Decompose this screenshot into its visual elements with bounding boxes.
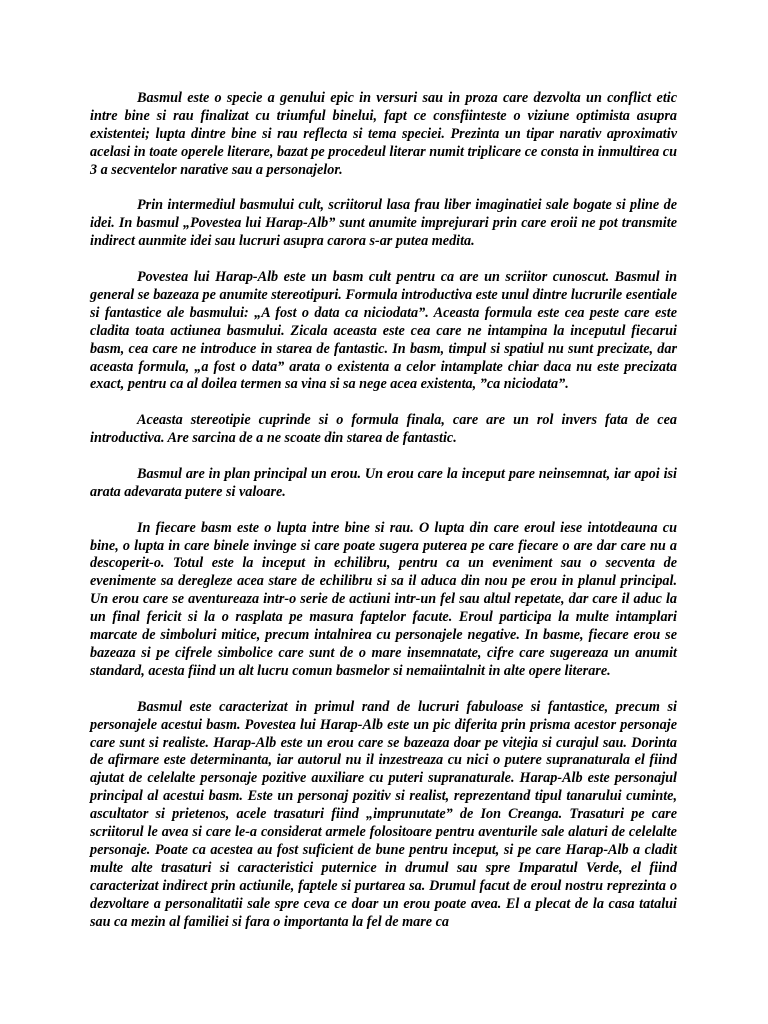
paragraph-lupta-bine-rau: In fiecare basm este o lupta intre bine si rau. O lupta din care eroul iese intotdeauna cu bine, o lupta in care binele invinge si care poate sugera puterea pe care fiecare o are dar care nu a descoperit-o. Totul este la inceput in echilibru, pentru ca un eveniment sau o secventa de evenimente sa deregleze acea stare de echilibru si sa il aduca din nou pe erou in planul principal. Un erou care se aventureaza intr-o serie de actiuni intr-un fel sau altul repetate, dar care il aduc la un final fericit si la o rasplata pe masura faptelor facute. Eroul participa la multe intamplari marcate de simboluri mitice, precum intalnirea cu personajele negative. In basme, fiecare erou se bazeaza si pe cifrele simbolice care sunt de o mare insemnatate, cifre care sugereaza un anumit standard, acesta fiind un alt lucru comun basmelor si nemaiintalnit in alte opere literare. xyxy=(90,519,677,679)
paragraph-formula-introductiva: Povestea lui Harap-Alb este un basm cult pentru ca are un scriitor cunoscut. Basmul in general se bazeaza pe anumite stereotipuri. Formula introductiva este unul dintre lucrurile esentiale si fantastice ale basmului: „A fost o data ca niciodata”. Aceasta formula este cea peste care este cladita toata actiunea basmului. Zicala aceasta este cea care ne intampina la inceputul fiecarui basm, cea care ne introduce in starea de fantastic. In basm, timpul si spatiul nu sunt precizate, dar aceasta formula, „a fost o data” arata o existenta a celor intamplate chiar daca nu este precizata exact, pentru ca al doilea termen sa vina si sa nege acea existenta, ”ca niciodata”. xyxy=(90,269,677,393)
document-page xyxy=(90,90,677,949)
paragraph-definitie: Basmul este o specie a genului epic in versuri sau in proza care dezvolta un conflict etic intre bine si rau finalizat cu triumful binelui, fapt ce consfiinteste o viziune optimista asupra existentei; lupta dintre bine si rau reflecta si tema speciei. Prezinta un tipar narativ aproximativ acelasi in toate operele literare, bazat pe procedeul literar numit triplicare ce consta in inmultirea cu 3 a secventelor narative sau a personajelor. xyxy=(90,90,677,178)
paragraph-formula-finala: Aceasta stereotipie cuprinde si o formula finala, care are un rol invers fata de cea introductiva. Are sarcina de a ne scoate din starea de fantastic. xyxy=(90,412,677,447)
paragraph-basm-cult: Prin intermediul basmului cult, scriitorul lasa frau liber imaginatiei sale bogate si pline de idei. In basmul „Povestea lui Harap-Alb” sunt anumite imprejurari prin care eroii ne pot transmite indirect aunmite idei sau lucruri asupra carora s-ar putea medita. xyxy=(90,197,677,250)
paragraph-personaje: Basmul este caracterizat in primul rand de lucruri fabuloase si fantastice, precum si personajele acestui basm. Povestea lui Harap-Alb este un pic diferita prin prisma acestor personaje care sunt si realiste. Harap-Alb este un erou care se bazeaza doar pe vitejia si curajul sau. Dorinta de afirmare este determinanta, iar autorul nu il inzestreaza cu nici o putere supranaturala el fiind ajutat de celelalte personaje pozitive auxiliare cu puteri supranaturale. Harap-Alb este personajul principal al acestui basm. Este un personaj pozitiv si realist, reprezentand tipul tanarului cuminte, ascultator si prietenos, acele trasaturi fiind „imprunutate” de Ion Creanga. Trasaturi pe care scriitorul le avea si care le-a considerat armele folositoare pentru aventurile sale alaturi de celelalte personaje. Poate ca acestea au fost suficient de bune pentru inceput, si pe care Harap-Alb a cladit multe alte trasaturi si caracteristici puternice in drumul sau spre Imparatul Verde, el fiind caracterizat indirect prin actiunile, faptele si purtarea sa. Drumul facut de eroul nostru reprezinta o dezvoltare a personalitatii sale spre ceva ce doar un erou poate avea. El a plecat de la casa tatalui sau ca mezin al familiei si fara o importanta la fel de mare ca xyxy=(90,698,677,930)
paragraph-erou: Basmul are in plan principal un erou. Un erou care la inceput pare neinsemnat, iar apoi isi arata adevarata putere si valoare. xyxy=(90,465,677,500)
